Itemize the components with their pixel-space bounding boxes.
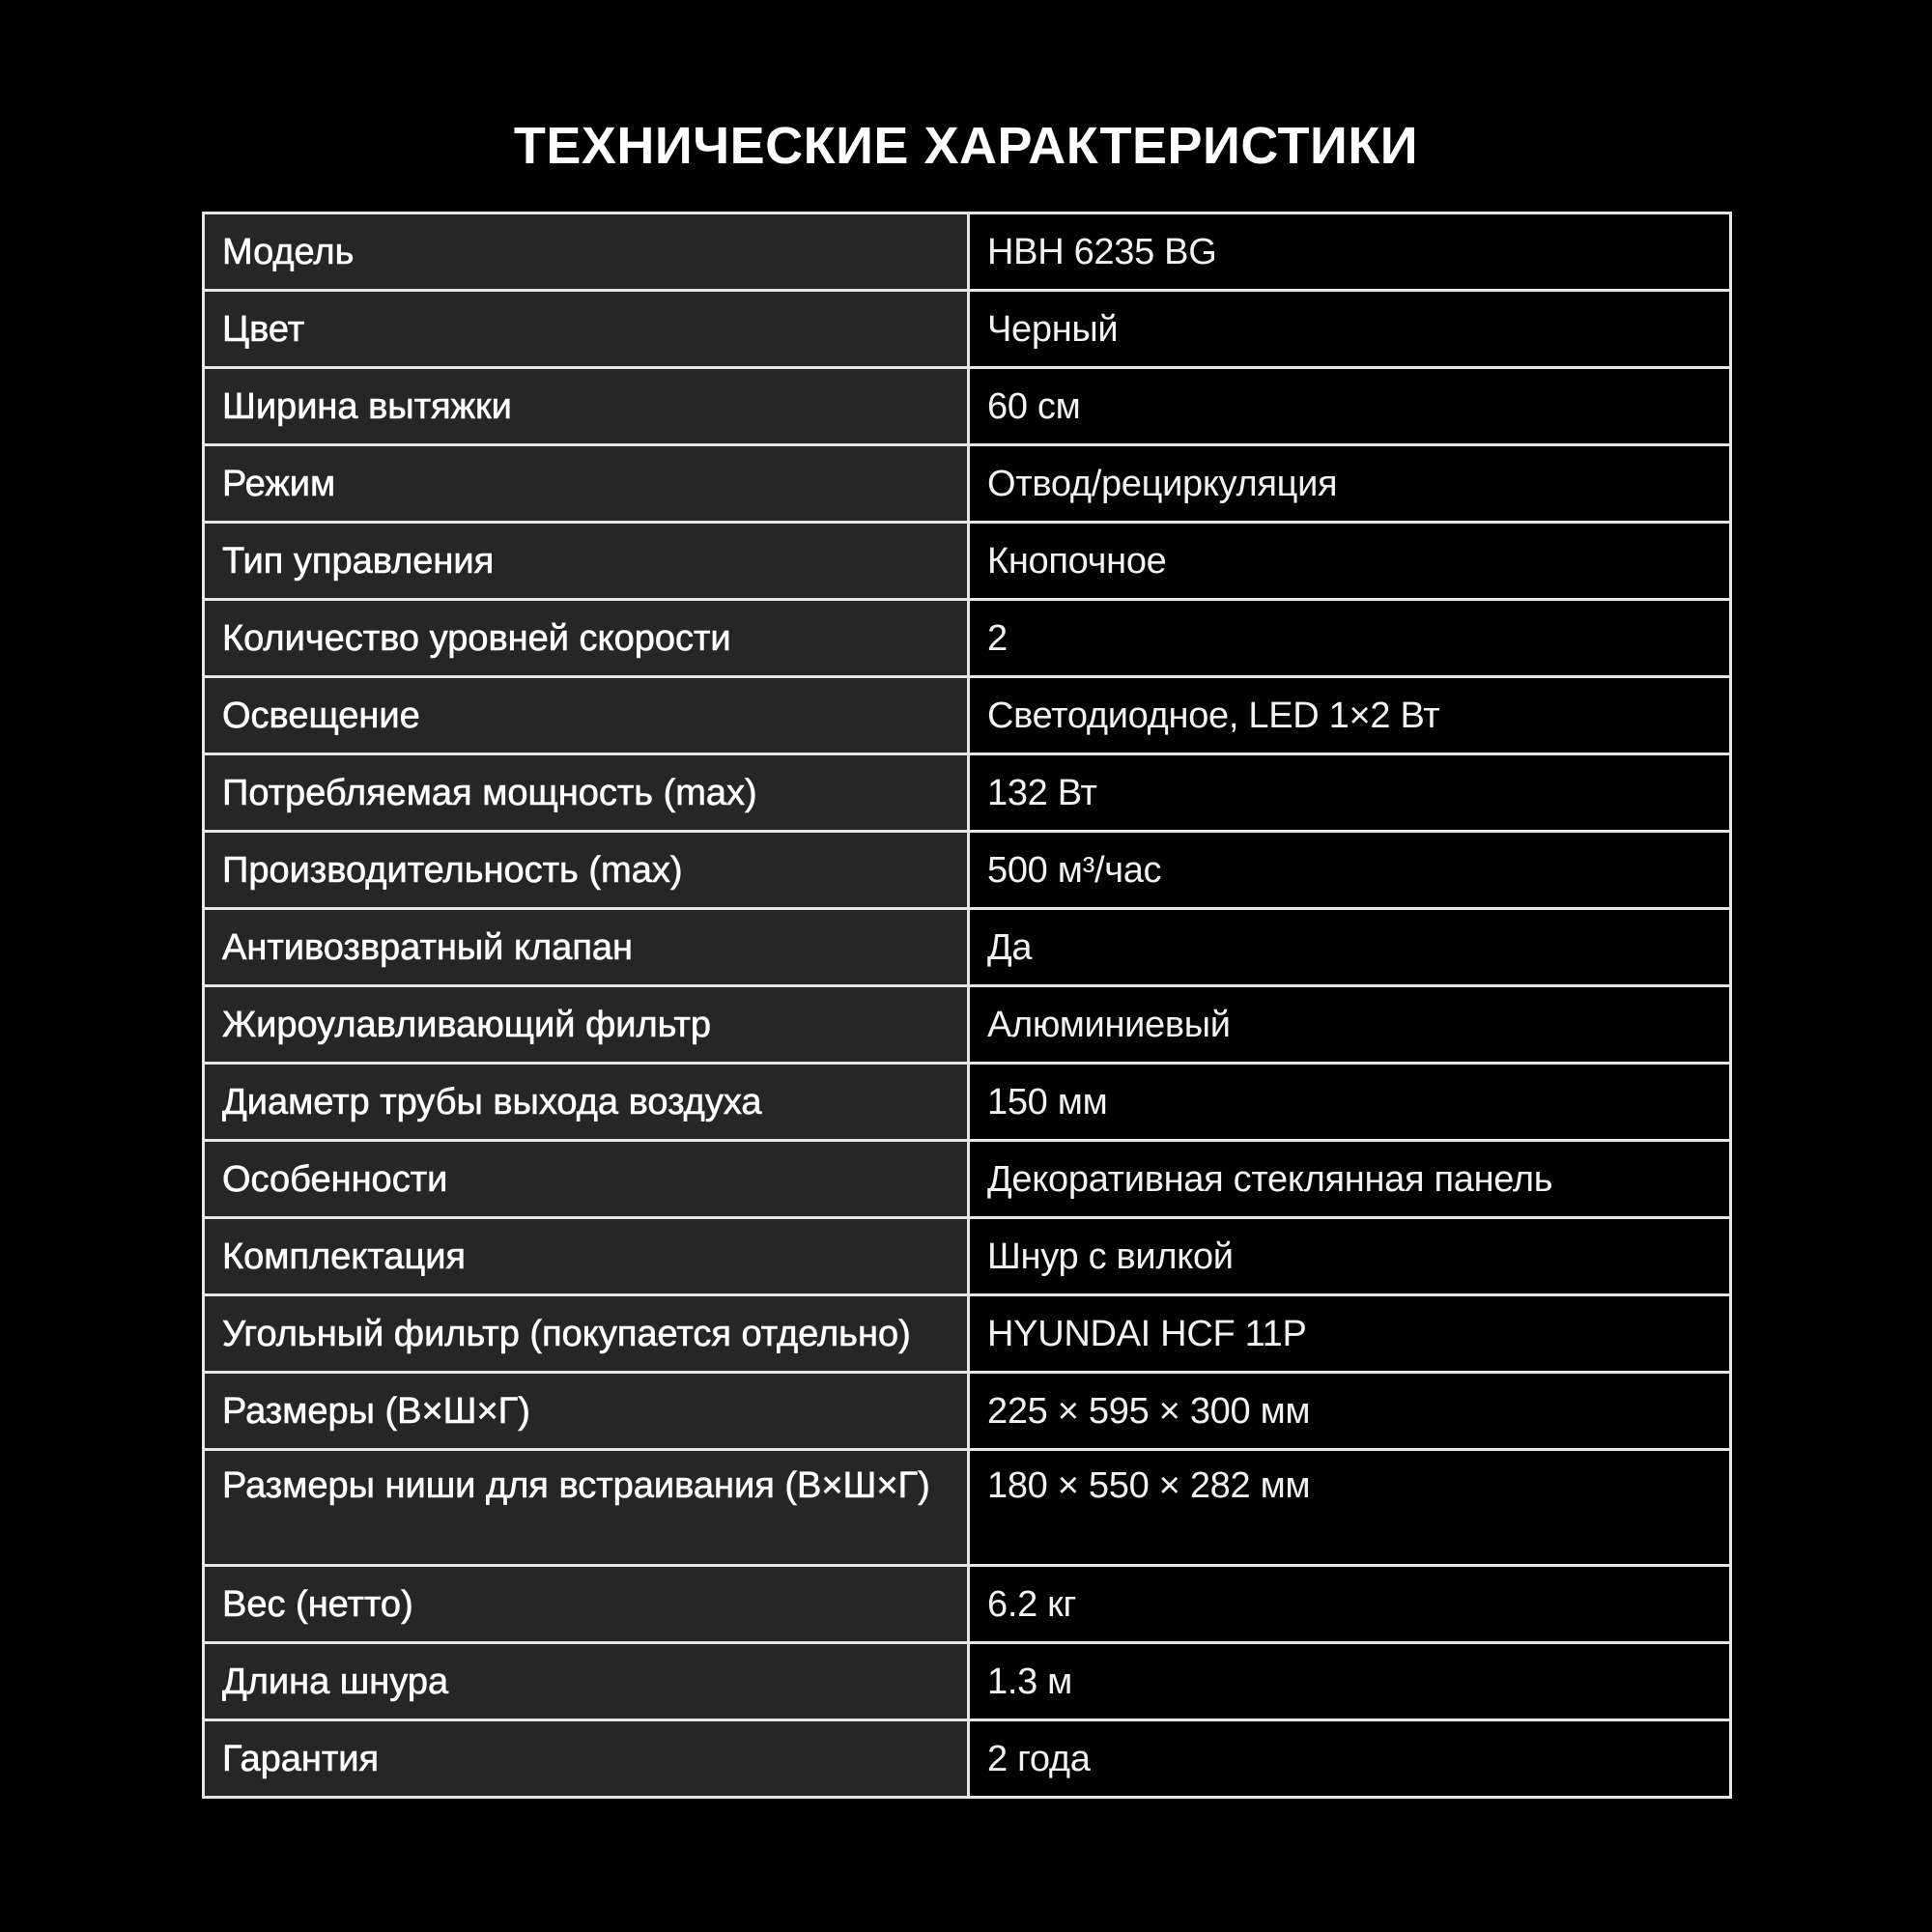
spec-value-warranty: 2 года bbox=[969, 1720, 1731, 1798]
spec-value-power: 132 Вт bbox=[969, 754, 1731, 832]
spec-value-mode: Отвод/рециркуляция bbox=[969, 445, 1731, 523]
spec-label-pipe-diameter: Диаметр трубы выхода воздуха bbox=[204, 1064, 969, 1141]
spec-label-lighting: Освещение bbox=[204, 677, 969, 754]
table-row bbox=[204, 677, 1731, 754]
spec-value-speed-levels: 2 bbox=[969, 600, 1731, 677]
table-row bbox=[204, 1373, 1731, 1450]
spec-label-package: Комплектация bbox=[204, 1218, 969, 1295]
spec-value-control-type: Кнопочное bbox=[969, 523, 1731, 600]
table-row bbox=[204, 291, 1731, 368]
table-row bbox=[204, 832, 1731, 909]
spec-label-control-type: Тип управления bbox=[204, 523, 969, 600]
spec-value-width: 60 см bbox=[969, 368, 1731, 445]
spec-value-color: Черный bbox=[969, 291, 1731, 368]
spec-value-performance: 500 м³/час bbox=[969, 832, 1731, 909]
spec-value-grease-filter: Алюминиевый bbox=[969, 986, 1731, 1064]
spec-table bbox=[202, 212, 1732, 1799]
spec-label-model: Модель bbox=[204, 213, 969, 291]
spec-table-body bbox=[204, 213, 1731, 1798]
spec-label-niche-dimensions: Размеры ниши для встраивания (В×Ш×Г) bbox=[204, 1450, 969, 1566]
spec-label-cord-length: Длина шнура bbox=[204, 1643, 969, 1720]
table-row bbox=[204, 1450, 1731, 1566]
spec-value-lighting: Светодиодное, LED 1×2 Вт bbox=[969, 677, 1731, 754]
spec-value-model: HBH 6235 BG bbox=[969, 213, 1731, 291]
spec-label-carbon-filter: Угольный фильтр (покупается отдельно) bbox=[204, 1295, 969, 1373]
table-row bbox=[204, 523, 1731, 600]
spec-label-check-valve: Антивозвратный клапан bbox=[204, 909, 969, 986]
spec-label-mode: Режим bbox=[204, 445, 969, 523]
table-row bbox=[204, 1566, 1731, 1643]
table-row bbox=[204, 1141, 1731, 1218]
spec-value-cord-length: 1.3 м bbox=[969, 1643, 1731, 1720]
spec-label-features: Особенности bbox=[204, 1141, 969, 1218]
spec-value-check-valve: Да bbox=[969, 909, 1731, 986]
spec-label-grease-filter: Жироулавливающий фильтр bbox=[204, 986, 969, 1064]
spec-value-weight: 6.2 кг bbox=[969, 1566, 1731, 1643]
spec-label-dimensions: Размеры (В×Ш×Г) bbox=[204, 1373, 969, 1450]
page-title: ТЕХНИЧЕСКИЕ ХАРАКТЕРИСТИКИ bbox=[513, 117, 1419, 175]
table-row bbox=[204, 1064, 1731, 1141]
spec-label-width: Ширина вытяжки bbox=[204, 368, 969, 445]
table-row bbox=[204, 1643, 1731, 1720]
table-row bbox=[204, 445, 1731, 523]
spec-label-performance: Производительность (max) bbox=[204, 832, 969, 909]
spec-label-weight: Вес (нетто) bbox=[204, 1566, 969, 1643]
table-row bbox=[204, 600, 1731, 677]
spec-value-pipe-diameter: 150 мм bbox=[969, 1064, 1731, 1141]
table-row bbox=[204, 909, 1731, 986]
table-row bbox=[204, 1720, 1731, 1798]
spec-value-package: Шнур с вилкой bbox=[969, 1218, 1731, 1295]
spec-label-color: Цвет bbox=[204, 291, 969, 368]
table-row bbox=[204, 368, 1731, 445]
spec-value-features: Декоративная стеклянная панель bbox=[969, 1141, 1731, 1218]
table-row bbox=[204, 986, 1731, 1064]
spec-value-carbon-filter: HYUNDAI HCF 11P bbox=[969, 1295, 1731, 1373]
spec-label-speed-levels: Количество уровней скорости bbox=[204, 600, 969, 677]
spec-value-dimensions: 225 × 595 × 300 мм bbox=[969, 1373, 1731, 1450]
spec-label-warranty: Гарантия bbox=[204, 1720, 969, 1798]
spec-value-niche-dimensions: 180 × 550 × 282 мм bbox=[969, 1450, 1731, 1566]
table-row bbox=[204, 1218, 1731, 1295]
table-row bbox=[204, 213, 1731, 291]
table-row bbox=[204, 754, 1731, 832]
table-row bbox=[204, 1295, 1731, 1373]
spec-label-power: Потребляемая мощность (max) bbox=[204, 754, 969, 832]
